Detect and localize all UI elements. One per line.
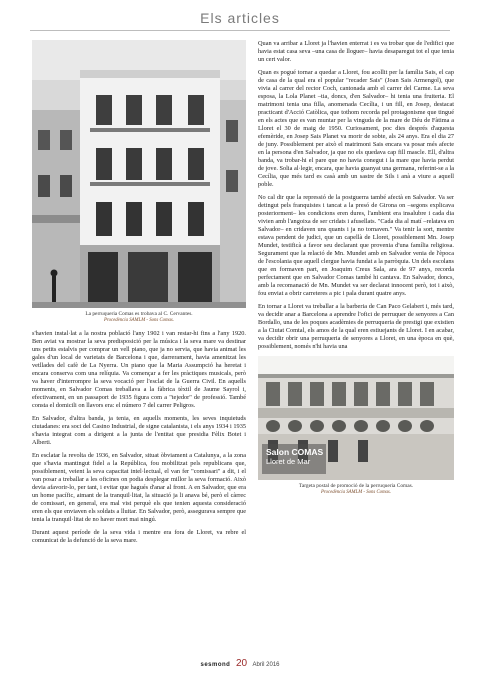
page-footer [0,658,480,669]
street-photo-image [32,40,246,308]
postcard-credit: Procedència SAMLM - Sons Comas. [320,490,392,495]
postcard-sign-line1: Salon COMAS [266,447,324,457]
paragraph: En tornar a Lloret va treballar a la barberia de Can Paco Gelabert i, més tard, va decidir anar a Barcelona a aprendre l'ofici de perruquer de senyores a Can Bordallo, una de les poques acadèmies de perruqueria de prestigi que existien a la Ciutat Comtal, els amos de la qual eren estiuejants de Lloret. I en acabar, va decidir obrir una perruqueria de senyores a Lloret, en una època en què, possiblement, només n'hi havia una [258,303,454,350]
page-number: 20 [236,658,248,669]
postcard-sign [266,448,323,466]
right-article-text [258,40,454,351]
salon-postcard [258,356,454,480]
photo-caption: La perruqueria Comas es trobava al C. Cervantes. [85,311,193,317]
left-article-text [32,330,246,545]
section-title: Els articles [200,10,280,26]
paragraph: En esclatar la revolta de 1936, en Salvador, situat òbviament a Catalunya, a la zona que s'havia mantingut fidel a la República, fou mobilitzat pels republicans que, possiblement, veient la seva capacitat intel·lectual, el van fer "comissari" a dit, i el van posar a treballar a les oficines on podia desplegar millor la seva formació. Això devia afavorir-lo, per tant, i evitar que hagués d'anar al front. A en Salvador, que era un home pacífic, aimant de la tranquil·litat, la situació ja li anava bé, però el càrrec de comissari, en general, era mal vist perquè els que tenien aquesta consideració eren els que enviaven els soldats a lluitar. En Salvador, però, assegurava sempre que tenia la tranquil·litat de no haver mort mai ningú. [32,452,246,523]
postcard-caption: Targeta postal de promoció de la perruqueria Comas. [298,483,414,489]
paragraph: Quan es pogué tornar a quedar a Lloret, fou acollit per la família Sais, el cap de casa de la qual era el popular "recader Sais" (Joan Sais Armengol), que vivia al carrer del rector Coch, cantonada amb el carrer del Carme. La seva esposa, la Lola Planet –tia, doncs, d'en Salvador– hi tenia una fruiteria. El matrimoni tenia una filla, anomenada Cecília, i un fill, en Josep, destacat practicant d'Acció Catòlica, que tothom recorda pel protagonisme que tingué en els actes que es van muntar per la vinguda de la mare de Déu de Fàtima a Lloret el 30 de maig de 1950. Curiosament, poc dies després d'aquesta efemèride, en Josep Sais Planet va morir de sobte, als 24 anys. Era el dia 27 de juny. Possiblement per això el matrimoni Sais encara va posar més afecte en la persona d'en Salvador, ja que no els quedava cap fill mascle. Ell, d'altra banda, va trobar-hi el pare que no havia conegut i la mare que havia perdut de jove. Solia al·legir, encara, que havia guanyat una germana, referint-se a la Cecília, que més tard es casà amb un sastre de Sils i anà a viure a aquell poble. [258,69,454,188]
paragraph: En Salvador, d'altra banda, ja tenia, en aquells moments, les seves inquietuds ciutadanes: era soci del Casino Industrial, de signe catalanista, i els anys 1934 i 1935 s'havia integrat com a dirigent a la junta de l'entitat que presidia Fèlix Botet i Alberti. [32,415,246,446]
header-rule [30,30,450,31]
right-column [258,40,454,496]
left-column [32,40,246,550]
paragraph: Quan va arribar a Lloret ja l'havien enterrat i es va trobar que de l'edifici que havia estat casa seva –una casa de lloguer– havia desaparegut tot el que tenia un cert valor. [258,40,454,63]
paragraph: Durant aquest període de la seva vida i mentre era fora de Lloret, va rebre el comunicat de la defunció de la seva mare. [32,529,246,544]
postcard-sign-line2: Lloret de Mar [266,457,311,466]
street-photo [32,40,246,308]
paragraph: s'havien instal·lat a la nostra població l'any 1902 i van restar-hi fins a l'any 1920. Ben aviat va mostrar la seva predisposició per la música i la seva mare va destinar uns petits estalvis per comprar un vell piano, que ja no servia, que havia animat les gales d'un local de varietats de Barcelona i que, darrerament, havia amenitzat les vetllades del cafè de La Nyerra. Un piano que la Maria Assumpció ha heretat i encara conserva com una relíquia. Va començar a fer les pràctiques musicals, però va haver d'interrompre la seva vocació per l'esclat de la Guerra Civil. En aquells moments, en Salvador Comas treballava a la fàbrica tèxtil de Jaume Sayrol i, efectivament, en un passaport de 1935 figura com a "tejedor" de professió. També consta el domicili on llavors era: el número 7 del carrer Peligros. [32,330,246,409]
paragraph: No cal dir que la repressió de la postguerra també afectà en Salvador. Va ser detingut pels franquistes i tancat a la presó de Girona on –segons explicava posteriorment– les condicions eren dures, l'ambient era insalubre i cada dia vivien amb l'angoixa de ser cridats i afusellats. "Cada dia al matí –relatava en Salvador– en cridaven uns quants i ja no tornaven." Va tenir la sort, mentre estava pendent de judici, que un capellà de Lloret, possiblement Mn. Josep Mundet, testificà a favor seu declarant que provenia d'una família religiosa. Segurament que la relació de Mn. Mundet amb en Salvador venia de l'època de l'escolania que aquell clergue havia fundat a la parròquia. Un dels escolans que en formaven part, en Joaquim Creus Sala, ara de 97 anys, recorda perfectament que en Salvador Comas també hi cantava. En Salvador, doncs, amb la recomanació de Mn. Mundet va ser declarat innocent però, tot i això, fou enviat a obrir carreteres a pic i pala durant quatre anys. [258,194,454,297]
photo-credit: Procedència SAMLM - Sons Comas. [103,318,175,323]
magazine-name: sesmond [200,662,231,668]
issue-date: Abril 2016 [252,662,280,668]
